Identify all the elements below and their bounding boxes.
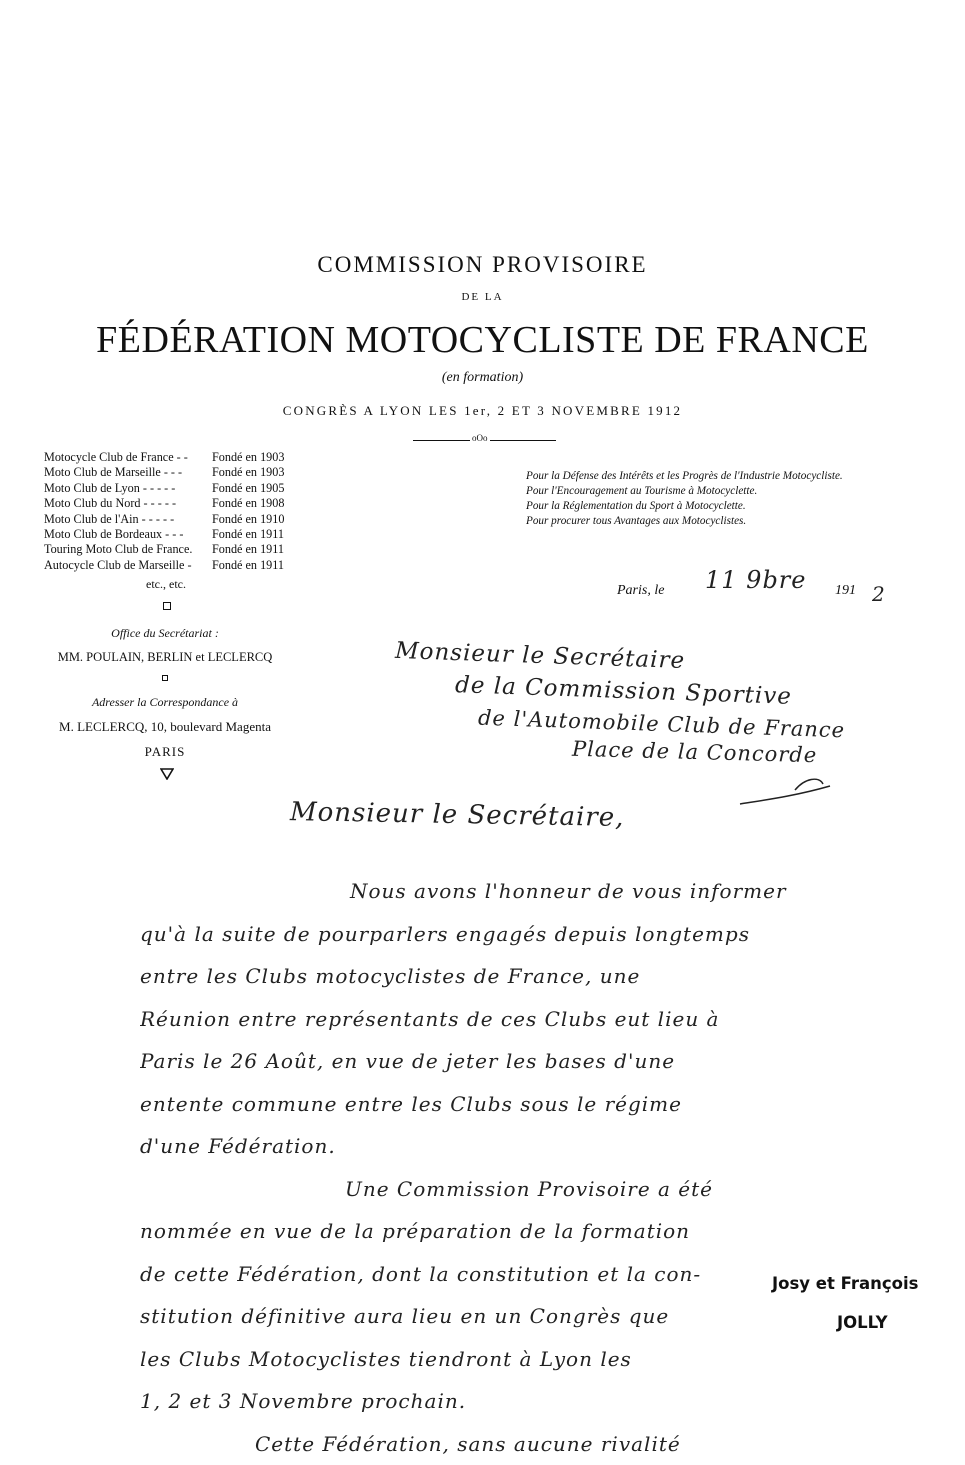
club-list: [44, 450, 304, 573]
date-year-prefix: 191: [835, 583, 856, 599]
body-line: Réunion entre représentants de ces Clubs eut lieu à: [140, 998, 940, 1041]
body-line: Paris le 26 Août, en vue de jeter les bases d'une: [140, 1040, 940, 1083]
recipient-line: de la Commission Sportive: [455, 672, 793, 710]
club-row: [44, 465, 304, 480]
club-row: [44, 542, 304, 557]
recipient-line: Place de la Concorde: [572, 737, 818, 767]
letterhead-commission: COMMISSION PROVISOIRE: [0, 252, 965, 278]
motto-line: Pour l'Encouragement au Tourisme à Motocyclette.: [526, 484, 843, 499]
body-line: d'une Fédération.: [140, 1125, 940, 1168]
body-line: les Clubs Motocyclistes tiendront à Lyon les: [140, 1338, 940, 1381]
date-place-label: Paris, le: [617, 583, 664, 599]
body-line: stitution définitive aura lieu en un Congrès que: [140, 1295, 940, 1338]
correspondence-label: Adresser la Correspondance à: [40, 695, 290, 710]
body-line: nommée en vue de la préparation de la formation: [140, 1210, 940, 1253]
body-line: entre les Clubs motocyclistes de France, une: [140, 955, 940, 998]
body-line: qu'à la suite de pourparlers engagés depuis longtemps: [140, 913, 940, 956]
body-line: Nous avons l'honneur de vous informer: [140, 870, 940, 913]
body-line: 1, 2 et 3 Novembre prochain.: [140, 1380, 940, 1423]
letterhead-de-la: DE LA: [0, 291, 965, 303]
office-label: Office du Secrétariat :: [40, 626, 290, 641]
office-names: MM. POULAIN, BERLIN et LECLERCQ: [40, 650, 290, 665]
credit-line: JOLLY: [837, 1313, 888, 1332]
correspondence-city: PARIS: [40, 744, 290, 760]
letterhead-en-formation: (en formation): [0, 370, 965, 386]
motto-line: Pour la Défense des Intérêts et les Progrès de l'Industrie Motocycliste.: [526, 469, 843, 484]
motto-line: Pour procurer tous Avantages aux Motocyclistes.: [526, 514, 843, 529]
mottos-block: [526, 469, 843, 529]
letter-body: [140, 870, 940, 1465]
recipient-line: de l'Automobile Club de France: [478, 706, 846, 743]
club-row: [44, 496, 304, 511]
club-founded: Fondé en 1911: [212, 527, 304, 542]
club-row: [44, 481, 304, 496]
club-founded: Fondé en 1910: [212, 512, 304, 527]
club-name: Moto Club de l'Ain - - - - -: [44, 512, 212, 527]
club-row: [44, 558, 304, 573]
club-row: [44, 527, 304, 542]
letterhead-federation-title: FÉDÉRATION MOTOCYCLISTE DE FRANCE: [0, 318, 965, 362]
recipient-line: Monsieur le Secrétaire: [395, 638, 686, 674]
body-line: Une Commission Provisoire a été: [140, 1168, 940, 1211]
club-name: Touring Moto Club de France.: [44, 542, 212, 557]
square-ornament-icon: [162, 675, 168, 681]
letterhead-congres: CONGRÈS A LYON LES 1er, 2 ET 3 NOVEMBRE 1912: [0, 403, 965, 419]
date-year-handwritten: 2: [872, 582, 886, 606]
club-name: Moto Club de Bordeaux - - -: [44, 527, 212, 542]
greeting: Monsieur le Secrétaire,: [290, 797, 625, 833]
club-name: Motocycle Club de France - -: [44, 450, 212, 465]
club-name: Moto Club de Marseille - - -: [44, 465, 212, 480]
club-row: [44, 450, 304, 465]
club-founded: Fondé en 1908: [212, 496, 304, 511]
motto-line: Pour la Réglementation du Sport à Motocyclette.: [526, 499, 843, 514]
club-founded: Fondé en 1911: [212, 542, 304, 557]
club-founded: Fondé en 1903: [212, 465, 304, 480]
club-name: Moto Club de Lyon - - - - -: [44, 481, 212, 496]
triangle-ornament-icon: [160, 768, 174, 780]
club-name: Autocycle Club de Marseille -: [44, 558, 212, 573]
credit-line: Josy et François: [772, 1274, 918, 1293]
date-handwritten: 11 9bre: [705, 566, 806, 594]
letterhead-divider-ornament: oOo: [470, 433, 490, 443]
club-row: [44, 512, 304, 527]
club-founded: Fondé en 1911: [212, 558, 304, 573]
club-founded: Fondé en 1903: [212, 450, 304, 465]
club-founded: Fondé en 1905: [212, 481, 304, 496]
body-line: de cette Fédération, dont la constitution et la con-: [140, 1253, 940, 1296]
body-line: entente commune entre les Clubs sous le régime: [140, 1083, 940, 1126]
correspondence-address: M. LECLERCQ, 10, boulevard Magenta: [40, 719, 290, 735]
club-list-etc: etc., etc.: [146, 577, 186, 592]
flourish-icon: [735, 772, 835, 812]
body-line: Cette Fédération, sans aucune rivalité: [140, 1423, 815, 1465]
club-name: Moto Club du Nord - - - - -: [44, 496, 212, 511]
square-ornament-icon: [163, 602, 171, 610]
